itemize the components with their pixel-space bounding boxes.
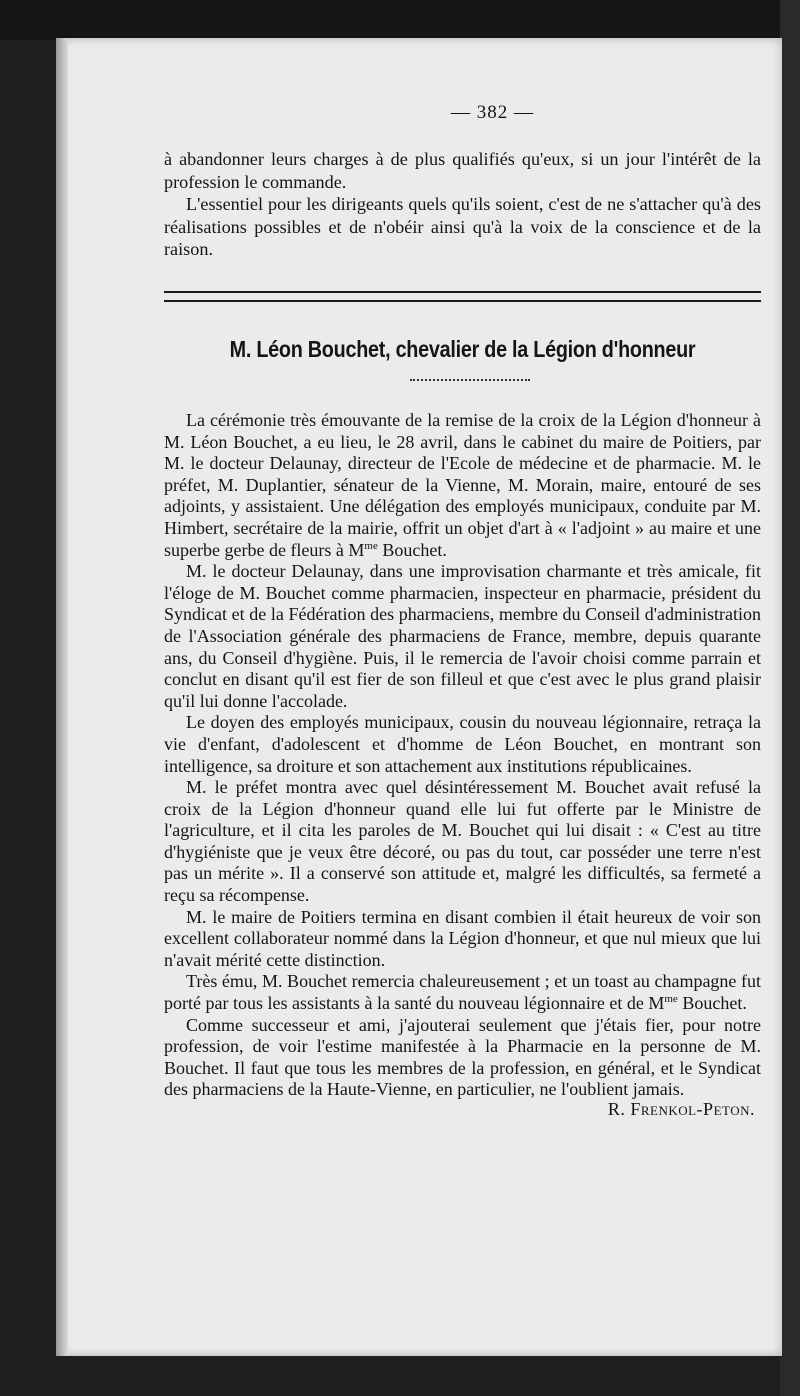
article-paragraph-1-end: Bouchet.: [377, 539, 447, 560]
superscript: me: [664, 993, 678, 1006]
article-paragraph-1-text: La cérémonie très émouvante de la remise de la croix de la Légion d'honneur à M. Léon Bouchet, a eu lieu, le 28 avril, dans le cabinet du maire de Poitiers, par M. le docteur Delaunay, directeur de l'Ecole de médecine et de pharmacie. M. le préfet, M. Duplantier, sénateur de la Vienne, M. Morain, maire, entouré de ses adjoints, y assistaient. Une délégation des employés municipaux, conduite par M. Himbert, secrétaire de la mairie, offrit un objet d'art à « l'adjoint » au maire et une superbe gerbe de fleurs à M: [164, 410, 761, 560]
article-paragraph-6: [164, 971, 761, 1014]
article-paragraph-6-end: Bouchet.: [677, 993, 747, 1014]
article-paragraph-7: Comme successeur et ami, j'ajouterai seulement que j'étais fier, pour notre profession, de voir l'estime manifestée à la Pharmacie en la personne de M. Bouchet. Il faut que tous les membres de la profession, en général, et le Syndicat des pharmaciens de la Haute-Vienne, en particulier, ne l'oublient jamais.: [164, 1014, 761, 1100]
scan-background-right: [780, 0, 800, 1396]
article-paragraph-3: Le doyen des employés municipaux, cousin du nouveau légionnaire, retraça la vie d'enfant, d'adolescent et d'homme de Léon Bouchet, en montrant son intelligence, sa droiture et son attachement aux institutions républicaines.: [164, 712, 761, 776]
article-paragraph-4: M. le préfet montra avec quel désintéressement M. Bouchet avait refusé la croix de la Légion d'honneur quand elle lui fut offerte par le Ministre de l'agriculture, et il cita les paroles de M. Bouchet qui lui disait : « C'est au titre d'hygiéniste que je veux être décoré, ou pas du tout, car posséder une terre n'est pas un mérite ». Il a conservé son attitude et, malgré les difficultés, sa fermeté a reçu sa récompense.: [164, 777, 761, 906]
article-paragraph-6-text: Très ému, M. Bouchet remercia chaleureusement ; et un toast au champagne fut porté par tous les assistants à la santé du nouveau légionnaire et de M: [164, 971, 761, 1014]
document-page: [56, 38, 782, 1356]
article-body: [164, 410, 761, 1120]
intro-section: [164, 148, 761, 261]
article-paragraph-2: M. le docteur Delaunay, dans une improvisation charmante et très amicale, fit l'éloge de M. Bouchet comme pharmacien, inspecteur en pharmacie, président du Syndicat et de la Fédération des pharmaciens, membre du Conseil d'administration de l'Association générale des pharmaciens de France, membre, depuis quarante ans, du Conseil d'hygiène. Puis, il le remercia de l'avoir choisi comme parrain et conclut en disant qu'il est fier de son filleul et que c'est avec le plus grand plaisir qu'il lui donne l'accolade.: [164, 561, 761, 711]
intro-paragraph-2: L'essentiel pour les dirigeants quels qu'ils soient, c'est de ne s'attacher qu'à des réalisations possibles et de n'obéir ainsi qu'à la voix de la conscience et de la raison.: [164, 194, 761, 260]
superscript: me: [364, 539, 378, 552]
scan-background-top: [0, 0, 800, 40]
separator-rule-bottom: [164, 300, 761, 302]
separator-rule-top: [164, 291, 761, 293]
article-title: M. Léon Bouchet, chevalier de la Légion d'honneur: [229, 336, 696, 362]
page-number: — 382 —: [451, 102, 534, 123]
author-signature: R. Frenkol-Peton.: [607, 1099, 755, 1119]
intro-paragraph-1: à abandonner leurs charges à de plus qualifiés qu'eux, si un jour l'intérêt de la profession le commande.: [164, 149, 761, 192]
page-spine-shadow: [56, 38, 68, 1356]
title-dotted-ornament: [410, 379, 530, 381]
article-paragraph-1: [164, 410, 761, 561]
article-paragraph-5: M. le maire de Poitiers termina en disant combien il était heureux de voir son excellent collaborateur nommé dans la Légion d'honneur, et que nul mieux que lui n'avait mérité cette distinction.: [164, 906, 761, 970]
